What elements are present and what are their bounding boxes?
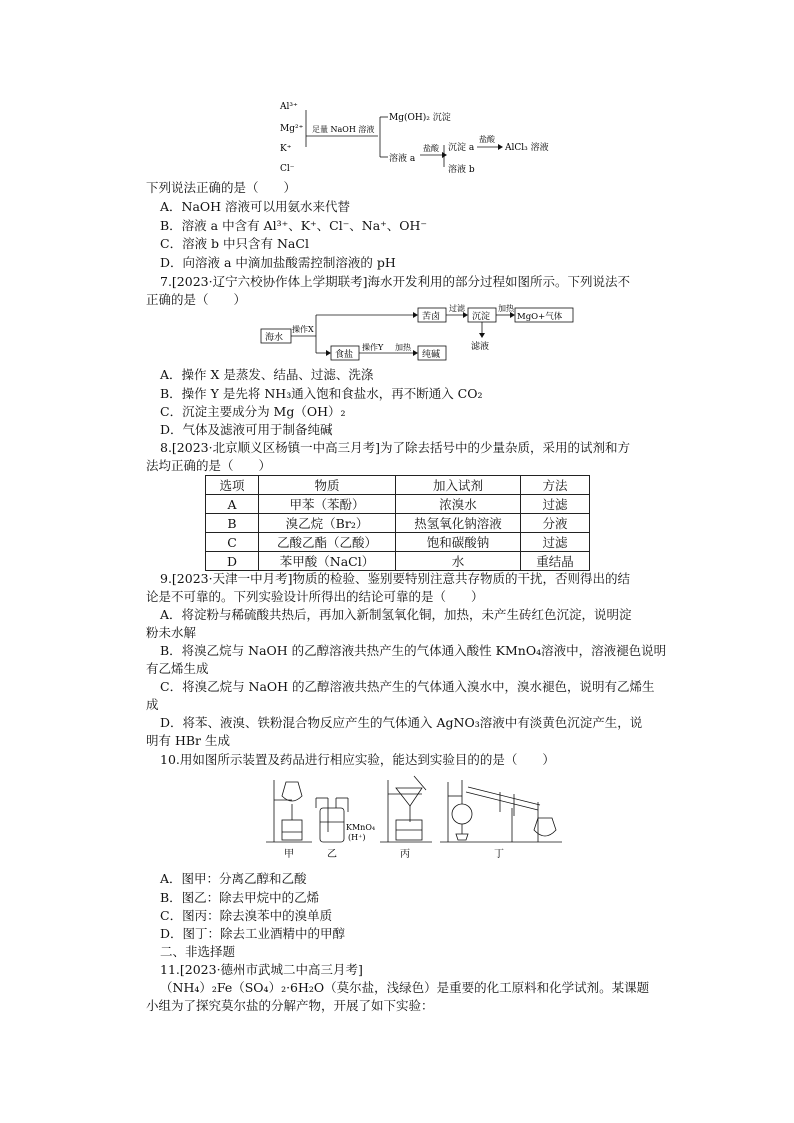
table-cell: C	[206, 533, 259, 552]
table-header: 物质	[259, 476, 396, 495]
q9-line2: 论是不可靠的。下列实验设计所得出的结论可靠的是（ ）	[146, 589, 484, 604]
table-cell: D	[206, 552, 259, 571]
q10-option-a: A．图甲：分离乙醇和乙酸	[160, 871, 307, 886]
q7-option-a: A．操作 X 是蒸发、结晶、过滤、洗涤	[160, 367, 374, 382]
q9-option-d-line1: D．将苯、液溴、铁粉混合物反应产生的气体通入 AgNO₃溶液中有淡黄色沉淀产生，说	[160, 715, 643, 730]
q9-option-b-line2: 有乙烯生成	[146, 661, 209, 676]
kmno4-acid-label: (H⁺)	[348, 833, 366, 842]
heat-label-2: 加热	[395, 343, 411, 352]
soda-box: 纯碱	[422, 350, 441, 360]
q8-stem-line2: 法均正确的是（ ）	[146, 458, 272, 473]
solution-b: 溶液 b	[448, 165, 475, 175]
mgo-gas-box: MgO+气体	[517, 312, 563, 322]
section-heading: 二、非选择题	[160, 944, 236, 959]
q9-option-c-line2: 成	[146, 697, 159, 712]
apparatus-yi	[316, 798, 348, 842]
q8-table	[205, 475, 590, 571]
seawater-box: 海水	[265, 333, 284, 343]
ion-cl: Cl⁻	[280, 164, 295, 174]
q9-line1: 9.[2023·天津一中月考]物质的检验、鉴别要特别注意共存物质的干扰，否则得出的结	[160, 571, 630, 586]
apparatus-ding	[440, 780, 562, 842]
alcl3-solution: AlCl₃ 溶液	[505, 143, 549, 153]
q8-stem-line1: 8.[2023·北京顺义区杨镇一中高三月考]为了除去括号中的少量杂质，采用的试剂和方	[160, 440, 630, 455]
table-cell: 热氢氧化钠溶液	[396, 514, 521, 533]
table-header-row	[206, 476, 590, 495]
q7-option-c: C．沉淀主要成分为 Mg（OH）₂	[160, 404, 346, 419]
seawater-flow-diagram	[258, 303, 578, 365]
table-cell: 重结晶	[521, 552, 590, 571]
op-y-label: 操作Y	[362, 343, 384, 352]
apparatus-label-bing: 丙	[400, 849, 410, 860]
q9-option-d-line2: 明有 HBr 生成	[146, 733, 231, 748]
kmno4-label: KMnO₄	[346, 823, 376, 832]
table-cell: 饱和碳酸钠	[396, 533, 521, 552]
q10-option-d: D．图丁：除去工业酒精中的甲醇	[160, 926, 346, 941]
table-row	[206, 514, 590, 533]
q6-stem: 下列说法正确的是（ ）	[146, 180, 297, 195]
apparatus-bing	[380, 776, 432, 842]
q6-option-d: D．向溶液 a 中滴加盐酸需控制溶液的 pH	[160, 255, 396, 270]
precipitate-box: 沉淀	[472, 312, 491, 322]
q11-line1: （NH₄）₂Fe（SO₄）₂·6H₂O（莫尔盐，浅绿色）是重要的化工原料和化学试剂。某课题	[160, 980, 650, 995]
table-row	[206, 552, 590, 571]
table-cell: 苯甲酸（NaCl）	[259, 552, 396, 571]
ion-k: K⁺	[280, 144, 292, 154]
apparatus-label-yi: 乙	[327, 849, 337, 860]
table-cell: 过滤	[521, 495, 590, 514]
q7-option-b: B．操作 Y 是先将 NH₃通入饱和食盐水，再不断通入 CO₂	[160, 386, 483, 401]
reagent-label: 足量 NaOH 溶液	[312, 125, 375, 134]
q7-stem-line1: 7.[2023·辽宁六校协作体上学期联考]海水开发利用的部分过程如图所示。下列说法不	[160, 274, 630, 289]
q6-option-a: A．NaOH 溶液可以用氨水来代替	[160, 199, 351, 214]
table-cell: 水	[396, 552, 521, 571]
separation-flow-diagram	[270, 95, 570, 185]
q10-stem: 10.用如图所示装置及药品进行相应实验，能达到实验目的的是（ ）	[160, 752, 555, 767]
table-header: 方法	[521, 476, 590, 495]
heat-label-1: 加热	[498, 304, 514, 313]
table-row	[206, 495, 590, 514]
table-header: 加入试剂	[396, 476, 521, 495]
apparatus-diagram	[262, 772, 572, 864]
table-cell: 分液	[521, 514, 590, 533]
table-cell: A	[206, 495, 259, 514]
precipitate-a: 沉淀 a	[448, 143, 475, 153]
op-x-label: 操作X	[292, 325, 314, 334]
table-cell: B	[206, 514, 259, 533]
apparatus-label-jia: 甲	[284, 849, 294, 860]
table-header: 选项	[206, 476, 259, 495]
q9-option-c-line1: C．将溴乙烷与 NaOH 的乙醇溶液共热产生的气体通入溴水中，溴水褪色，说明有乙烯生	[160, 679, 655, 694]
acid-label-1: 盐酸	[423, 144, 439, 153]
q7-option-d: D．气体及滤液可用于制备纯碱	[160, 422, 333, 437]
q10-option-b: B．图乙：除去甲烷中的乙烯	[160, 890, 320, 905]
apparatus-label-ding: 丁	[494, 849, 504, 860]
salt-box: 食盐	[335, 350, 354, 360]
q11-source: 11.[2023·德州市武城二中高三月考]	[160, 962, 363, 977]
bittern-box: 苦卤	[422, 312, 441, 322]
ion-al: Al³⁺	[280, 102, 298, 112]
table-cell: 浓溴水	[396, 495, 521, 514]
q9-option-a-line2: 粉未水解	[146, 625, 197, 640]
q9-option-a-line1: A．将淀粉与稀硫酸共热后，再加入新制氢氧化铜，加热，未产生砖红色沉淀，说明淀	[160, 607, 632, 622]
table-row	[206, 533, 590, 552]
table-cell: 乙酸乙酯（乙酸）	[259, 533, 396, 552]
filter-label: 过滤	[449, 304, 465, 313]
q11-line2: 小组为了探究莫尔盐的分解产物，开展了如下实验：	[146, 998, 434, 1013]
table-cell: 过滤	[521, 533, 590, 552]
q10-option-c: C．图丙：除去溴苯中的溴单质	[160, 908, 333, 923]
ion-mg: Mg²⁺	[280, 124, 304, 134]
table-cell: 溴乙烷（Br₂）	[259, 514, 396, 533]
acid-label-2: 盐酸	[479, 135, 495, 144]
table-cell: 甲苯（苯酚）	[259, 495, 396, 514]
q9-option-b-line1: B．将溴乙烷与 NaOH 的乙醇溶液共热产生的气体通入酸性 KMnO₄溶液中，溶液褪色说明	[160, 643, 667, 658]
q6-option-b: B．溶液 a 中含有 Al³⁺、K⁺、Cl⁻、Na⁺、OH⁻	[160, 218, 428, 233]
q6-option-c: C．溶液 b 中只含有 NaCl	[160, 236, 309, 251]
mgoh2-precipitate: Mg(OH)₂ 沉淀	[389, 113, 451, 123]
q7-stem-line2: 正确的是（ ）	[146, 292, 247, 307]
filtrate-label: 滤液	[471, 342, 490, 352]
apparatus-jia	[266, 780, 312, 842]
solution-a: 溶液 a	[389, 154, 416, 164]
